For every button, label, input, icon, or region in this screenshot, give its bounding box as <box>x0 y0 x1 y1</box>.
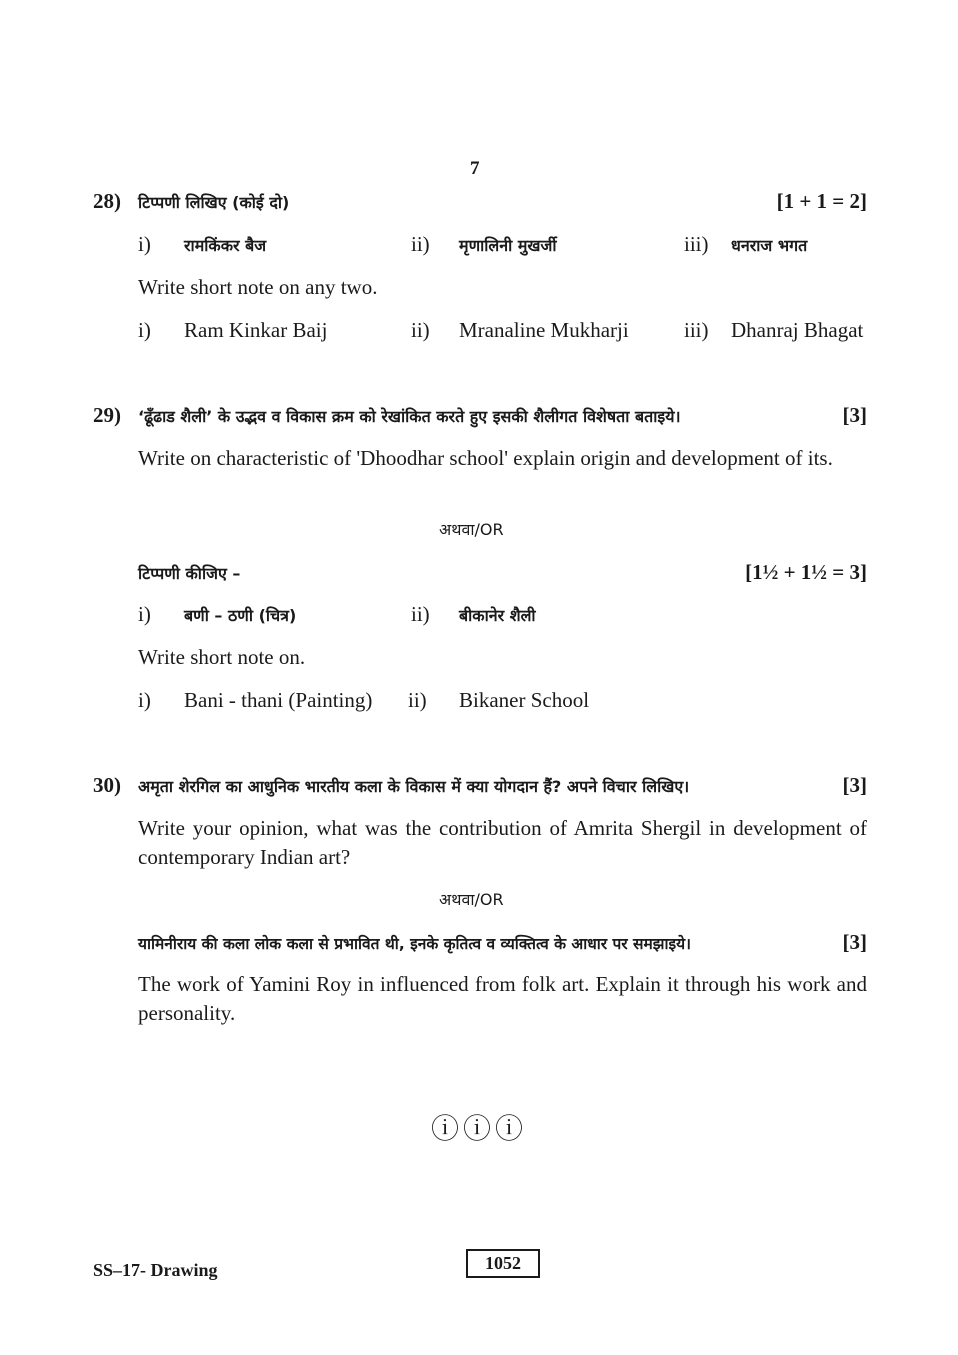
q30-number: 30) <box>93 773 121 797</box>
q29-marks: [3] <box>842 403 867 427</box>
q28-hi-opt2-text: मृणालिनी मुखर्जी <box>459 236 557 255</box>
q29-en-opt1-text: Bani - thani (Painting) <box>184 688 373 712</box>
q28-en-opt1-label: i) <box>138 318 151 342</box>
q28-number: 28) <box>93 189 121 213</box>
q29-en-opt2-label: ii) <box>408 688 427 712</box>
q30-alt-english-prompt: The work of Yamini Roy in influenced from folk art. Explain it through his work and personality. <box>138 972 867 1025</box>
q28-en-opt2-label: ii) <box>411 318 430 342</box>
q29-en-opt1-label: i) <box>138 688 151 712</box>
q28-hi-opt3-label: iii) <box>684 232 709 256</box>
q29-hi-opt2-label: ii) <box>411 602 430 626</box>
q30-or-label: अथवा/OR <box>439 890 504 909</box>
q28-english-prompt: Write short note on any two. <box>138 275 378 299</box>
q29-alt-hindi-prompt: टिप्पणी कीजिए – <box>138 564 241 583</box>
q29-number: 29) <box>93 403 121 427</box>
q29-hi-opt1-label: i) <box>138 602 151 626</box>
q29-hi-opt2-text: बीकानेर शैली <box>459 606 536 625</box>
q30-alt-hindi-prompt: यामिनीराय की कला लोक कला से प्रभावित थी, इनके कृतित्व व व्यक्तित्व के आधार पर समझाइये। <box>138 935 691 953</box>
end-of-paper-marks <box>431 1114 523 1144</box>
q28-en-opt3-text: Dhanraj Bhagat <box>731 318 864 342</box>
q28-hindi-prompt: टिप्पणी लिखिए (कोई दो) <box>138 193 290 212</box>
q28-hi-opt2-label: ii) <box>411 232 430 256</box>
info-circle-icon: ⓘ <box>495 1112 524 1145</box>
q29-hi-opt1-text: बणी – ठणी (चित्र) <box>184 606 297 625</box>
q28-hi-opt3-text: धनराज भगत <box>731 236 808 255</box>
q29-alt-marks: [1½ + 1½ = 3] <box>745 560 867 584</box>
q30-marks: [3] <box>842 773 867 797</box>
q28-hi-opt1-label: i) <box>138 232 151 256</box>
page-code-box: 1052 <box>466 1249 540 1278</box>
q30-english-prompt: Write your opinion, what was the contribution of Amrita Shergil in development of contemporary Indian art? <box>138 816 867 869</box>
q28-en-opt3-label: iii) <box>684 318 709 342</box>
page-number: 7 <box>470 158 480 179</box>
q28-hi-opt1-text: रामकिंकर बैज <box>184 236 267 255</box>
q29-alt-english-prompt: Write short note on. <box>138 645 306 669</box>
info-circle-icon: ⓘ <box>431 1112 460 1145</box>
q30-hindi-prompt: अमृता शेरगिल का आधुनिक भारतीय कला के विकास में क्या योगदान हैं? अपने विचार लिखिए। <box>138 777 690 796</box>
paper-code: SS–17- Drawing <box>93 1260 218 1280</box>
q28-en-opt2-text: Mranaline Mukharji <box>459 318 629 342</box>
info-circle-icon: ⓘ <box>463 1112 492 1145</box>
q30-alt-marks: [3] <box>842 930 867 954</box>
q29-or-label: अथवा/OR <box>439 520 504 539</box>
q28-marks: [1 + 1 = 2] <box>776 189 867 213</box>
q29-en-opt2-text: Bikaner School <box>459 688 590 712</box>
q29-hindi-prompt: ‘ढूँढाड शैली’ के उद्भव व विकास क्रम को रेखांकित करते हुए इसकी शैलीगत विशेषता बताइये। <box>138 407 681 426</box>
q28-en-opt1-text: Ram Kinkar Baij <box>184 318 328 342</box>
q29-english-prompt: Write on characteristic of 'Dhoodhar school' explain origin and development of its. <box>138 446 833 470</box>
